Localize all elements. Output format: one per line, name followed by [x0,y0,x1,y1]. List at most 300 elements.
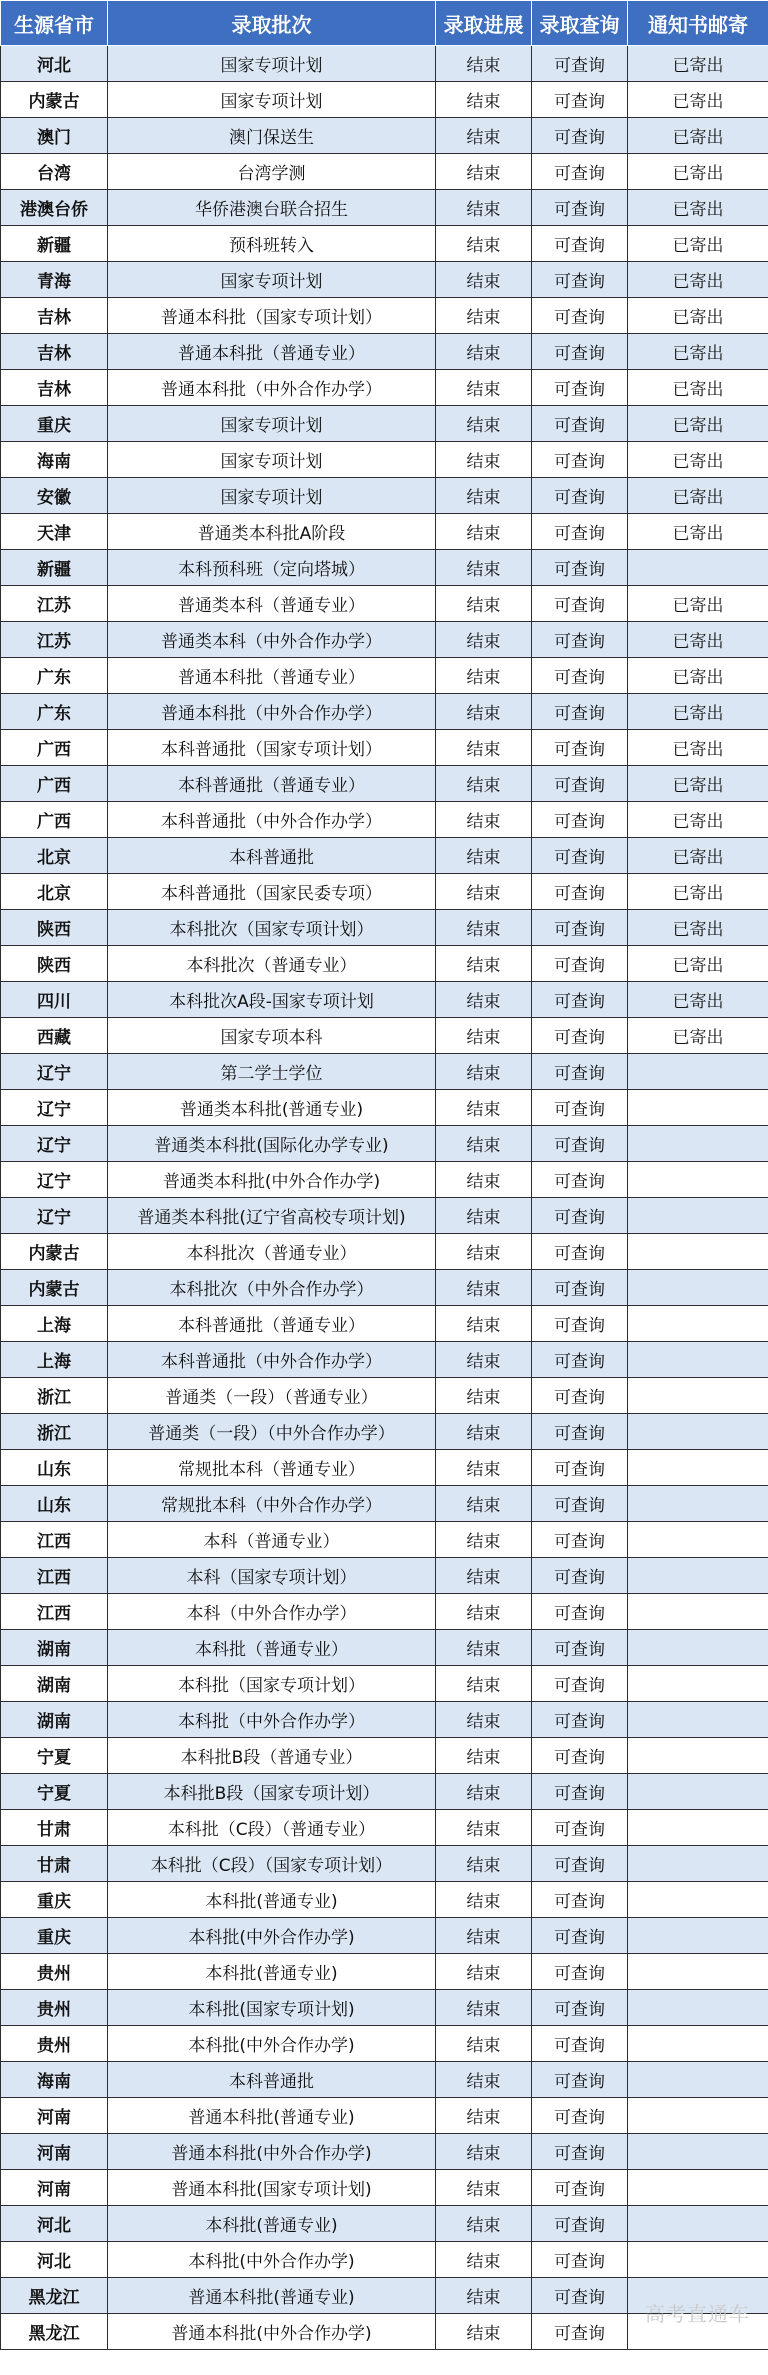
notice-cell: 已寄出 [628,586,768,622]
table-row [1,982,768,1018]
progress-cell: 结束 [436,1054,532,1090]
progress-cell: 结束 [436,874,532,910]
batch-cell: 第二学士学位 [108,1054,436,1090]
query-cell: 可查询 [532,1198,628,1234]
province-cell: 上海 [1,1306,108,1342]
province-cell: 宁夏 [1,1774,108,1810]
province-cell: 江西 [1,1522,108,1558]
province-cell: 贵州 [1,2026,108,2062]
progress-cell: 结束 [436,586,532,622]
province-cell: 湖南 [1,1666,108,1702]
query-cell: 可查询 [532,1954,628,1990]
batch-cell: 普通本科批（中外合作办学） [108,694,436,730]
province-cell: 浙江 [1,1378,108,1414]
query-cell: 可查询 [532,514,628,550]
query-cell: 可查询 [532,910,628,946]
batch-cell: 台湾学测 [108,154,436,190]
query-cell: 可查询 [532,586,628,622]
query-cell: 可查询 [532,694,628,730]
progress-cell: 结束 [436,658,532,694]
query-cell: 可查询 [532,226,628,262]
query-cell: 可查询 [532,1162,628,1198]
notice-cell: 已寄出 [628,478,768,514]
batch-cell: 本科批次A段-国家专项计划 [108,982,436,1018]
notice-cell: 已寄出 [628,982,768,1018]
watermark: 高考直通车 [645,2302,750,2326]
table-body [1,46,768,2350]
notice-cell [628,1558,768,1594]
table-row [1,838,768,874]
table-row [1,2206,768,2242]
province-cell: 陕西 [1,946,108,982]
batch-cell: 国家专项本科 [108,1018,436,1054]
query-cell: 可查询 [532,1090,628,1126]
table-row [1,694,768,730]
table-row [1,370,768,406]
batch-cell: 本科（国家专项计划） [108,1558,436,1594]
batch-cell: 华侨港澳台联合招生 [108,190,436,226]
notice-cell: 已寄出 [628,730,768,766]
query-cell: 可查询 [532,946,628,982]
batch-cell: 普通本科批(中外合作办学) [108,2314,436,2350]
notice-cell [628,1990,768,2026]
batch-cell: 普通类本科（普通专业） [108,586,436,622]
batch-cell: 本科批B段（普通专业） [108,1738,436,1774]
query-cell: 可查询 [532,442,628,478]
batch-cell: 本科（中外合作办学） [108,1594,436,1630]
notice-cell [628,1594,768,1630]
province-cell: 新疆 [1,550,108,586]
batch-cell: 国家专项计划 [108,478,436,514]
table-row [1,1342,768,1378]
query-cell: 可查询 [532,2314,628,2350]
province-cell: 台湾 [1,154,108,190]
notice-cell [628,2026,768,2062]
query-cell: 可查询 [532,1450,628,1486]
notice-cell [628,1054,768,1090]
batch-cell: 本科普通批（普通专业） [108,1306,436,1342]
header-batch: 录取批次 [108,1,436,46]
table-row [1,1126,768,1162]
progress-cell: 结束 [436,2170,532,2206]
table-row [1,1774,768,1810]
table-row [1,766,768,802]
query-cell: 可查询 [532,2134,628,2170]
progress-cell: 结束 [436,82,532,118]
notice-cell [628,1306,768,1342]
table-row [1,1450,768,1486]
progress-cell: 结束 [436,838,532,874]
progress-cell: 结束 [436,370,532,406]
progress-cell: 结束 [436,1594,532,1630]
batch-cell: 澳门保送生 [108,118,436,154]
notice-cell [628,2062,768,2098]
progress-cell: 结束 [436,1378,532,1414]
query-cell: 可查询 [532,1126,628,1162]
progress-cell: 结束 [436,514,532,550]
batch-cell: 普通类本科批(辽宁省高校专项计划) [108,1198,436,1234]
table-row [1,1702,768,1738]
table-row [1,2170,768,2206]
progress-cell: 结束 [436,1630,532,1666]
query-cell: 可查询 [532,658,628,694]
table-row [1,622,768,658]
province-cell: 辽宁 [1,1054,108,1090]
notice-cell [628,1198,768,1234]
province-cell: 广西 [1,730,108,766]
progress-cell: 结束 [436,118,532,154]
query-cell: 可查询 [532,1774,628,1810]
province-cell: 山东 [1,1450,108,1486]
query-cell: 可查询 [532,2062,628,2098]
province-cell: 重庆 [1,406,108,442]
progress-cell: 结束 [436,694,532,730]
notice-cell: 已寄出 [628,226,768,262]
province-cell: 江西 [1,1594,108,1630]
query-cell: 可查询 [532,802,628,838]
progress-cell: 结束 [436,1558,532,1594]
query-cell: 可查询 [532,262,628,298]
table-row [1,1090,768,1126]
query-cell: 可查询 [532,2206,628,2242]
progress-cell: 结束 [436,946,532,982]
table-row [1,1414,768,1450]
notice-cell: 已寄出 [628,298,768,334]
query-cell: 可查询 [532,1558,628,1594]
notice-cell: 已寄出 [628,118,768,154]
table-row [1,1882,768,1918]
table-row [1,190,768,226]
batch-cell: 本科批（普通专业） [108,1630,436,1666]
batch-cell: 本科普通批（中外合作办学） [108,1342,436,1378]
query-cell: 可查询 [532,550,628,586]
province-cell: 港澳台侨 [1,190,108,226]
query-cell: 可查询 [532,190,628,226]
notice-cell: 已寄出 [628,766,768,802]
query-cell: 可查询 [532,1018,628,1054]
query-cell: 可查询 [532,1738,628,1774]
batch-cell: 本科普通批（中外合作办学） [108,802,436,838]
batch-cell: 本科批（C段）（普通专业） [108,1810,436,1846]
province-cell: 河南 [1,2170,108,2206]
table-row [1,1054,768,1090]
batch-cell: 本科批(中外合作办学) [108,2242,436,2278]
query-cell: 可查询 [532,1810,628,1846]
progress-cell: 结束 [436,2134,532,2170]
province-cell: 澳门 [1,118,108,154]
notice-cell: 已寄出 [628,910,768,946]
batch-cell: 本科（普通专业） [108,1522,436,1558]
query-cell: 可查询 [532,1846,628,1882]
progress-cell: 结束 [436,154,532,190]
batch-cell: 本科批B段（国家专项计划） [108,1774,436,1810]
progress-cell: 结束 [436,262,532,298]
progress-cell: 结束 [436,478,532,514]
province-cell: 吉林 [1,334,108,370]
progress-cell: 结束 [436,622,532,658]
province-cell: 安徽 [1,478,108,514]
batch-cell: 本科预科班（定向塔城） [108,550,436,586]
notice-cell: 已寄出 [628,334,768,370]
notice-cell: 已寄出 [628,622,768,658]
progress-cell: 结束 [436,2206,532,2242]
query-cell: 可查询 [532,1594,628,1630]
province-cell: 贵州 [1,1954,108,1990]
province-cell: 湖南 [1,1702,108,1738]
query-cell: 可查询 [532,2278,628,2314]
notice-cell: 已寄出 [628,658,768,694]
batch-cell: 普通本科批(普通专业) [108,2098,436,2134]
query-cell: 可查询 [532,1702,628,1738]
query-cell: 可查询 [532,766,628,802]
batch-cell: 常规批本科（中外合作办学） [108,1486,436,1522]
progress-cell: 结束 [436,46,532,82]
table-row [1,550,768,586]
table-row [1,1630,768,1666]
table-row [1,1810,768,1846]
progress-cell: 结束 [436,1990,532,2026]
progress-cell: 结束 [436,550,532,586]
province-cell: 辽宁 [1,1198,108,1234]
table-row [1,46,768,82]
province-cell: 上海 [1,1342,108,1378]
query-cell: 可查询 [532,2098,628,2134]
table-row [1,2242,768,2278]
progress-cell: 结束 [436,1738,532,1774]
province-cell: 江苏 [1,622,108,658]
progress-cell: 结束 [436,766,532,802]
batch-cell: 常规批本科（普通专业） [108,1450,436,1486]
table-header [1,1,768,46]
table-row [1,2062,768,2098]
table-row [1,1306,768,1342]
batch-cell: 国家专项计划 [108,406,436,442]
notice-cell [628,1162,768,1198]
progress-cell: 结束 [436,226,532,262]
province-cell: 浙江 [1,1414,108,1450]
batch-cell: 本科批（中外合作办学） [108,1702,436,1738]
province-cell: 广西 [1,766,108,802]
notice-cell: 已寄出 [628,370,768,406]
table-row [1,1522,768,1558]
notice-cell [628,1630,768,1666]
progress-cell: 结束 [436,1306,532,1342]
query-cell: 可查询 [532,1990,628,2026]
province-cell: 内蒙古 [1,1234,108,1270]
batch-cell: 本科批(普通专业) [108,2206,436,2242]
table-row [1,1378,768,1414]
progress-cell: 结束 [436,1954,532,1990]
query-cell: 可查询 [532,1270,628,1306]
province-cell: 青海 [1,262,108,298]
notice-cell [628,1090,768,1126]
table-row [1,1990,768,2026]
progress-cell: 结束 [436,1774,532,1810]
query-cell: 可查询 [532,1666,628,1702]
table-row [1,658,768,694]
batch-cell: 本科批(普通专业) [108,1954,436,1990]
province-cell: 辽宁 [1,1090,108,1126]
notice-cell [628,550,768,586]
province-cell: 四川 [1,982,108,1018]
notice-cell: 已寄出 [628,190,768,226]
table-row [1,442,768,478]
notice-cell [628,1342,768,1378]
table-row [1,1270,768,1306]
province-cell: 河南 [1,2134,108,2170]
notice-cell: 已寄出 [628,262,768,298]
notice-cell [628,1918,768,1954]
query-cell: 可查询 [532,1378,628,1414]
progress-cell: 结束 [436,2242,532,2278]
batch-cell: 国家专项计划 [108,442,436,478]
progress-cell: 结束 [436,190,532,226]
province-cell: 黑龙江 [1,2278,108,2314]
table-row [1,1234,768,1270]
batch-cell: 普通类本科批(中外合作办学) [108,1162,436,1198]
query-cell: 可查询 [532,838,628,874]
province-cell: 海南 [1,2062,108,2098]
batch-cell: 本科批次（普通专业） [108,946,436,982]
query-cell: 可查询 [532,478,628,514]
notice-cell [628,1846,768,1882]
batch-cell: 本科批（C段）（国家专项计划） [108,1846,436,1882]
notice-cell: 已寄出 [628,838,768,874]
table-row [1,1954,768,1990]
batch-cell: 国家专项计划 [108,262,436,298]
query-cell: 可查询 [532,2026,628,2062]
batch-cell: 本科批(国家专项计划) [108,1990,436,2026]
notice-cell [628,1666,768,1702]
notice-cell [628,1522,768,1558]
table-row [1,1846,768,1882]
notice-cell [628,1378,768,1414]
province-cell: 山东 [1,1486,108,1522]
query-cell: 可查询 [532,46,628,82]
progress-cell: 结束 [436,1162,532,1198]
table-row [1,406,768,442]
header-province: 生源省市 [1,1,108,46]
batch-cell: 普通本科批(国家专项计划) [108,2170,436,2206]
progress-cell: 结束 [436,1882,532,1918]
query-cell: 可查询 [532,1054,628,1090]
table-row [1,1018,768,1054]
notice-cell: 已寄出 [628,802,768,838]
progress-cell: 结束 [436,2314,532,2350]
batch-cell: 本科普通批 [108,838,436,874]
header-notice-mailing: 通知书邮寄 [628,1,768,46]
progress-cell: 结束 [436,1810,532,1846]
progress-cell: 结束 [436,1666,532,1702]
notice-cell: 已寄出 [628,46,768,82]
province-cell: 吉林 [1,370,108,406]
province-cell: 吉林 [1,298,108,334]
table-row [1,1486,768,1522]
notice-cell: 已寄出 [628,442,768,478]
batch-cell: 普通本科批（普通专业） [108,334,436,370]
notice-cell [628,1270,768,1306]
batch-cell: 普通类（一段）（中外合作办学） [108,1414,436,1450]
province-cell: 甘肃 [1,1846,108,1882]
notice-cell [628,2170,768,2206]
query-cell: 可查询 [532,1234,628,1270]
table-row [1,586,768,622]
query-cell: 可查询 [532,1918,628,1954]
notice-cell [628,1810,768,1846]
progress-cell: 结束 [436,2098,532,2134]
province-cell: 海南 [1,442,108,478]
table-row [1,2026,768,2062]
notice-cell [628,2098,768,2134]
province-cell: 重庆 [1,1918,108,1954]
table-row [1,1594,768,1630]
notice-cell [628,1738,768,1774]
query-cell: 可查询 [532,622,628,658]
batch-cell: 本科批次（普通专业） [108,1234,436,1270]
notice-cell: 已寄出 [628,874,768,910]
progress-cell: 结束 [436,910,532,946]
progress-cell: 结束 [436,2278,532,2314]
header-query: 录取查询 [532,1,628,46]
progress-cell: 结束 [436,730,532,766]
batch-cell: 普通类本科批(国际化办学专业) [108,1126,436,1162]
province-cell: 甘肃 [1,1810,108,1846]
province-cell: 广东 [1,658,108,694]
table-row [1,730,768,766]
query-cell: 可查询 [532,118,628,154]
notice-cell: 已寄出 [628,154,768,190]
batch-cell: 本科批次（国家专项计划） [108,910,436,946]
notice-cell: 已寄出 [628,406,768,442]
batch-cell: 本科批(中外合作办学) [108,2026,436,2062]
province-cell: 内蒙古 [1,82,108,118]
province-cell: 天津 [1,514,108,550]
progress-cell: 结束 [436,1234,532,1270]
query-cell: 可查询 [532,1414,628,1450]
table-row [1,334,768,370]
query-cell: 可查询 [532,406,628,442]
notice-cell: 已寄出 [628,1018,768,1054]
table-row [1,226,768,262]
table-row [1,298,768,334]
notice-cell [628,2242,768,2278]
province-cell: 河北 [1,46,108,82]
province-cell: 辽宁 [1,1162,108,1198]
batch-cell: 本科批(中外合作办学) [108,1918,436,1954]
province-cell: 河北 [1,2242,108,2278]
table-row [1,118,768,154]
progress-cell: 结束 [436,1090,532,1126]
notice-cell [628,1702,768,1738]
province-cell: 重庆 [1,1882,108,1918]
notice-cell [628,1126,768,1162]
progress-cell: 结束 [436,982,532,1018]
province-cell: 宁夏 [1,1738,108,1774]
query-cell: 可查询 [532,1342,628,1378]
batch-cell: 本科批次（中外合作办学） [108,1270,436,1306]
table-row [1,1162,768,1198]
progress-cell: 结束 [436,1126,532,1162]
batch-cell: 本科普通批 [108,2062,436,2098]
table-row [1,910,768,946]
notice-cell [628,1234,768,1270]
notice-cell [628,1774,768,1810]
query-cell: 可查询 [532,874,628,910]
batch-cell: 国家专项计划 [108,46,436,82]
province-cell: 广东 [1,694,108,730]
table-row [1,1738,768,1774]
batch-cell: 普通本科批(普通专业) [108,2278,436,2314]
